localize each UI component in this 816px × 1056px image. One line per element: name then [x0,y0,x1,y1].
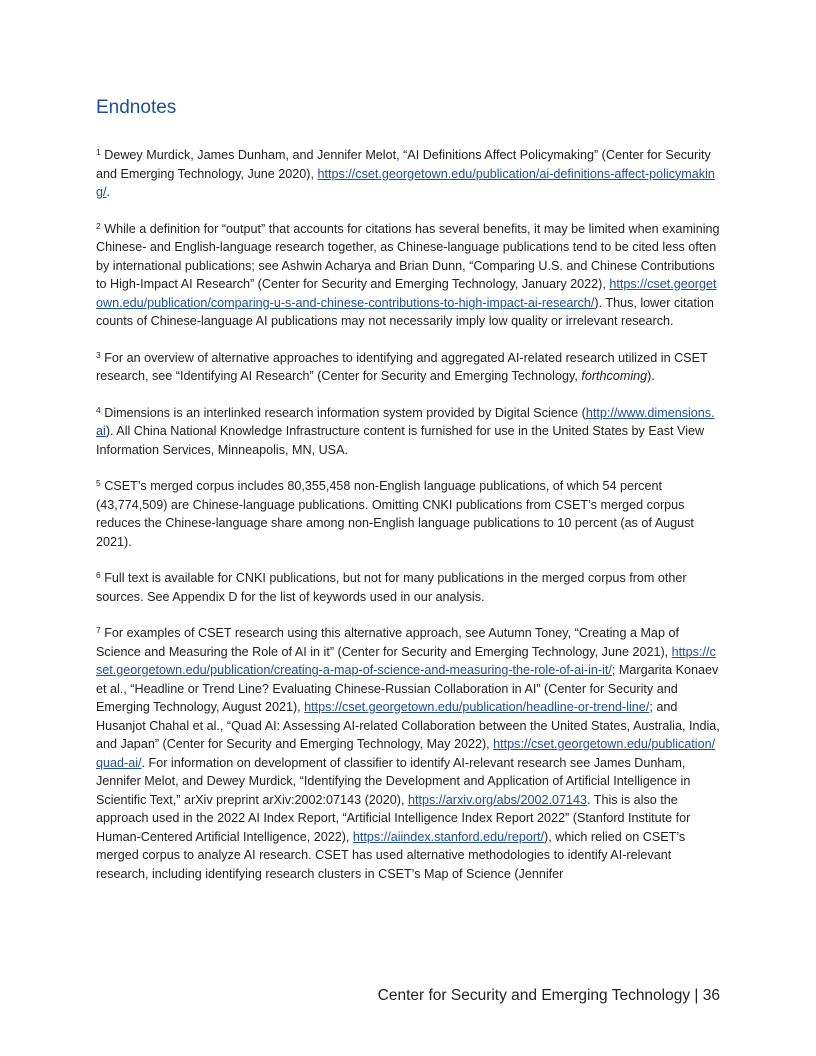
endnote-5 [96,477,720,551]
endnote-text: ; Margarita Konaev et al., “Headline or Trend Line? Evaluating Chinese-Russian Collaboration in AI” (Center for Security and Emerging Technology, August 2021), [96,663,719,714]
endnote-number: 2 [96,220,101,231]
endnote-text: . This is also the approach used in the 2022 AI Index Report, “Artificial Intelligence Index Report 2022” (Stanford Institute for Human-Centered Artificial Intelligence, 2022), [96,792,691,844]
endnote-3 [96,349,720,386]
endnote-text: ). Thus, lower citation counts of Chinese-language AI publications may not necessarily imply low quality or irrelevant research. [96,295,714,328]
endnote-6 [96,569,720,606]
endnote-text: Dimensions is an interlinked research information system provided by Digital Science ( [104,405,586,420]
endnote-2 [96,220,720,331]
endnote-text: ), which relied on CSET’s merged corpus to analyze AI research. CSET has used alternative methodologies to identify AI-relevant research, including identifying research clusters in CSET’s Map of Science (Jennifer [96,829,686,881]
endnote-text: ). [647,369,655,383]
endnote-text: . For information on development of classifier to identify AI-relevant research see James Dunham, Jennifer Melot, and Dewey Murdick, “Identifying the Development and Application of Artificial Intelligence in Scientific Text,” arXiv preprint arXiv:2002:07143 (2020), [96,755,691,807]
endnote-number: 5 [96,478,101,488]
endnote-number: 6 [96,570,101,580]
endnote-text: For an overview of alternative approaches to identifying and aggregated AI-related research utilized in CSET research, see “Identifying AI Research” (Center for Security and Emerging Technology, [96,350,708,383]
endnote-number: 7 [96,625,101,635]
endnote-1 [96,146,720,202]
endnote-link[interactable]: https://cset.georgetown.edu/publication/comparing-u-s-and-chinese-contributions-to-high-impact-ai-research/ [96,277,717,310]
endnote-link[interactable]: https://arxiv.org/abs/2002.07143 [407,792,587,807]
endnote-number: 3 [96,349,101,360]
endnote-text: Full text is available for CNKI publications, but not for many publications in the merged corpus from other sources. See Appendix D for the list of keywords used in our analysis. [96,571,687,604]
endnote-text: For examples of CSET research using this alternative approach, see Autumn Toney, “Creating a Map of Science and Measuring the Role of AI in it” (Center for Security and Emerging Technology, June 2021), [96,626,679,659]
endnote-number: 4 [96,404,101,415]
endnote-link[interactable]: https://cset.georgetown.edu/publication/quad-ai/ [96,737,716,770]
endnote-text: Dewey Murdick, James Dunham, and Jennifer Melot, “AI Definitions Affect Policymaking” (Center for Security and Emerging Technology, June 2020), [96,148,711,181]
endnote-text: . [106,185,111,199]
endnote-text: ; and Husanjot Chahal et al., “Quad AI: Assessing AI-related Collaboration between the United States, Australia, India, and Japan” (Center for Security and Emerging Technology, May 2022), [96,700,720,751]
endnote-link[interactable]: https://cset.georgetown.edu/publication/creating-a-map-of-science-and-measuring-the-role-of-ai-in-it/ [96,644,716,677]
endnote-link[interactable]: https://cset.georgetown.edu/publication/headline-or-trend-line/ [304,700,650,714]
endnote-link[interactable]: http://www.dimensions.ai [96,405,715,438]
endnote-7 [96,624,720,883]
endnote-link[interactable]: https://aiindex.stanford.edu/report/ [352,829,545,844]
endnote-text: While a definition for “output” that accounts for citations has several benefits, it may be limited when examining Chinese- and English-language research together, as Chinese-language publications tend to be cited less often by international publications; see Ashwin Acharya and Brian Dunn, “Comparing U.S. and Chinese Contributions to High-Impact AI Research” (Center for Security and Emerging Technology, January 2022), [96,221,720,291]
page-footer: Center for Security and Emerging Technology | 36 [377,987,720,1004]
endnote-4 [96,404,720,460]
endnote-number: 1 [96,147,101,157]
endnote-link[interactable]: https://cset.georgetown.edu/publication/ai-definitions-affect-policymaking/ [96,166,715,199]
page-title: Endnotes [96,97,177,118]
endnote-text: ). All China National Knowledge Infrastructure content is furnished for use in the United States by East View Information Services, Minneapolis, MN, USA. [96,424,705,457]
endnotes-list [96,146,720,901]
endnote-italic-text: forthcoming [581,369,648,383]
endnote-text: CSET’s merged corpus includes 80,355,458 non-English language publications, of which 54 percent (43,774,509) are Chinese-language publications. Omitting CNKI publications from CSET’s merged corpus reduces the Chinese-language share among non-English language publications to 10 percent (as of August 2021). [96,479,694,549]
